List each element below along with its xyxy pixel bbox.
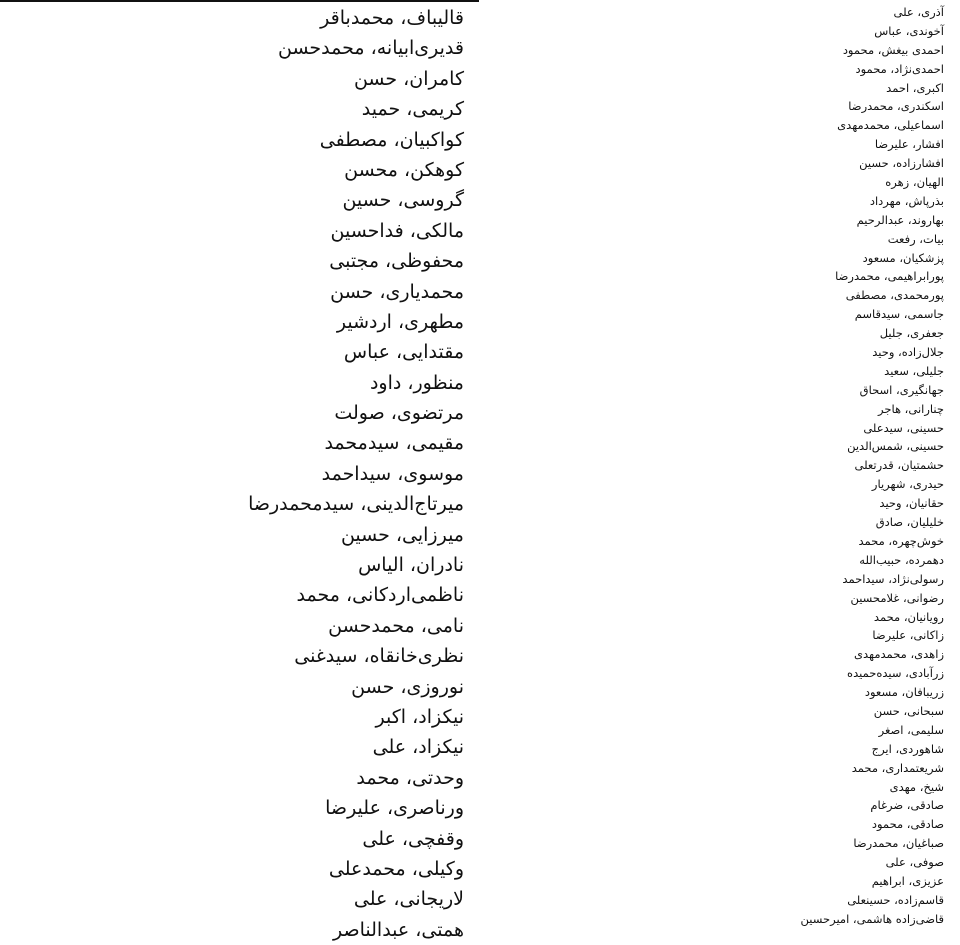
list-item: نظری‌خانقاه، سیدغنی — [294, 645, 464, 668]
list-item: قدیری‌ابیانه، محمدحسن — [278, 37, 464, 60]
list-item: نامی، محمدحسن — [328, 614, 464, 637]
list-item: جعفری، جلیل — [879, 326, 944, 341]
list-item: اسماعیلی، محمدمهدی — [837, 118, 944, 133]
name-list-small — [624, 3, 944, 929]
list-item: نادران، الیاس — [358, 554, 464, 577]
name-list-large — [4, 3, 464, 945]
list-item: جاسمی، سیدقاسم — [854, 307, 944, 322]
list-item: صادقی، ضرغام — [870, 798, 944, 813]
list-item: حقانیان، وحید — [879, 496, 944, 511]
list-item: وکیلی، محمدعلی — [328, 857, 464, 880]
top-rule — [0, 0, 479, 2]
list-item: میرتاج‌الدینی، سیدمحمدرضا — [248, 493, 464, 516]
list-item: بهاروند، عبدالرحیم — [856, 212, 944, 227]
list-item: منظور، داود — [369, 371, 464, 394]
list-item: زاکانی، علیرضا — [872, 628, 944, 643]
list-item: رویانیان، محمد — [873, 609, 944, 624]
list-item: مقتدایی، عباس — [343, 341, 464, 364]
list-item: جلال‌زاده، وحید — [872, 345, 944, 360]
list-item: صوفی، علی — [885, 855, 944, 870]
list-item: زاهدی، محمدمهدی — [854, 647, 944, 662]
list-item: شریعتمداری، محمد — [851, 760, 944, 775]
list-item: جهانگیری، اسحاق — [859, 382, 944, 397]
list-item: خوش‌چهره، محمد — [858, 533, 944, 548]
list-item: نیکزاد، اکبر — [375, 705, 464, 728]
list-item: پورمحمدی، مصطفی — [845, 288, 944, 303]
list-item: افشار، علیرضا — [874, 137, 944, 152]
list-item: کواکبیان، مصطفی — [319, 128, 464, 151]
list-item: لاریجانی، علی — [353, 888, 464, 911]
list-item: صادقی، محمود — [871, 817, 944, 832]
list-item: موسوی، سیداحمد — [321, 462, 464, 485]
list-item: ورناصری، علیرضا — [325, 797, 464, 820]
list-item: قاضی‌زاده هاشمی، امیرحسین — [800, 911, 944, 926]
list-item: صباغیان، محمدرضا — [853, 836, 944, 851]
list-item: حیدری، شهریار — [871, 477, 944, 492]
list-item: کوهکن، محسن — [344, 158, 464, 181]
list-item: احمدی بیغش، محمود — [842, 42, 944, 57]
list-item: اسکندری، محمدرضا — [848, 99, 944, 114]
list-item: مالکی، فداحسین — [330, 219, 464, 242]
list-item: حشمتیان، قدرتعلی — [854, 458, 944, 473]
list-item: بیات، رفعت — [887, 231, 944, 246]
list-item: جلیلی، سعید — [884, 363, 944, 378]
list-item: آذری، علی — [893, 5, 944, 19]
list-item: همتی، عبدالناصر — [333, 918, 464, 941]
list-item: کامران، حسن — [353, 67, 464, 90]
list-item: حسینی، سیدعلی — [863, 420, 944, 435]
list-item: گروسی، حسین — [342, 189, 464, 212]
list-item: پزشکیان، مسعود — [862, 250, 944, 265]
list-item: زریبافان، مسعود — [864, 685, 944, 700]
list-item: میرزایی، حسین — [340, 523, 464, 546]
list-item: احمدی‌نژاد، محمود — [855, 61, 944, 76]
list-item: وحدتی، محمد — [356, 766, 464, 789]
list-item: کریمی، حمید — [361, 98, 464, 121]
list-item: مقیمی، سیدمحمد — [324, 432, 464, 455]
list-item: چنارانی، هاجر — [877, 401, 944, 416]
list-item: محفوظی، مجتبی — [329, 250, 464, 273]
list-item: الهیان، زهره — [885, 175, 944, 190]
list-item: سبحانی، حسن — [873, 703, 944, 718]
list-item: حسینی، شمس‌الدین — [847, 439, 944, 454]
list-item: شیخ، مهدی — [889, 779, 944, 794]
list-item: نیکزاد، علی — [372, 736, 464, 759]
list-item: افشارزاده، حسین — [859, 156, 944, 171]
list-item: خلیلیان، صادق — [875, 515, 944, 530]
list-item: رسولی‌نژاد، سیداحمد — [842, 571, 944, 586]
list-item: پورابراهیمی، محمدرضا — [835, 269, 944, 284]
list-item: وقفچی، علی — [362, 827, 464, 850]
list-item: دهمرده، حبیب‌الله — [859, 552, 944, 567]
list-item: مطهری، اردشیر — [336, 310, 464, 333]
list-item: بذرپاش، مهرداد — [869, 193, 944, 208]
list-item: اکبری، احمد — [886, 80, 944, 95]
list-item: مرتضوی، صولت — [334, 402, 464, 425]
list-item: نوروزی، حسن — [351, 675, 464, 698]
list-item: زرآبادی، سیده‌حمیده — [847, 666, 944, 681]
list-item: قالیباف، محمدباقر — [320, 7, 464, 29]
list-item: آخوندی، عباس — [874, 23, 944, 38]
list-item: محمدیاری، حسن — [330, 280, 464, 303]
list-item: ناظمی‌اردکانی، محمد — [296, 584, 464, 607]
list-item: شاهوردی، ایرج — [871, 741, 944, 756]
list-item: رضوانی، غلامحسین — [850, 590, 944, 605]
list-item: سلیمی، اصغر — [878, 722, 944, 737]
list-item: قاسم‌زاده، حسینعلی — [847, 892, 944, 907]
list-item: عزیزی، ابراهیم — [871, 873, 944, 888]
